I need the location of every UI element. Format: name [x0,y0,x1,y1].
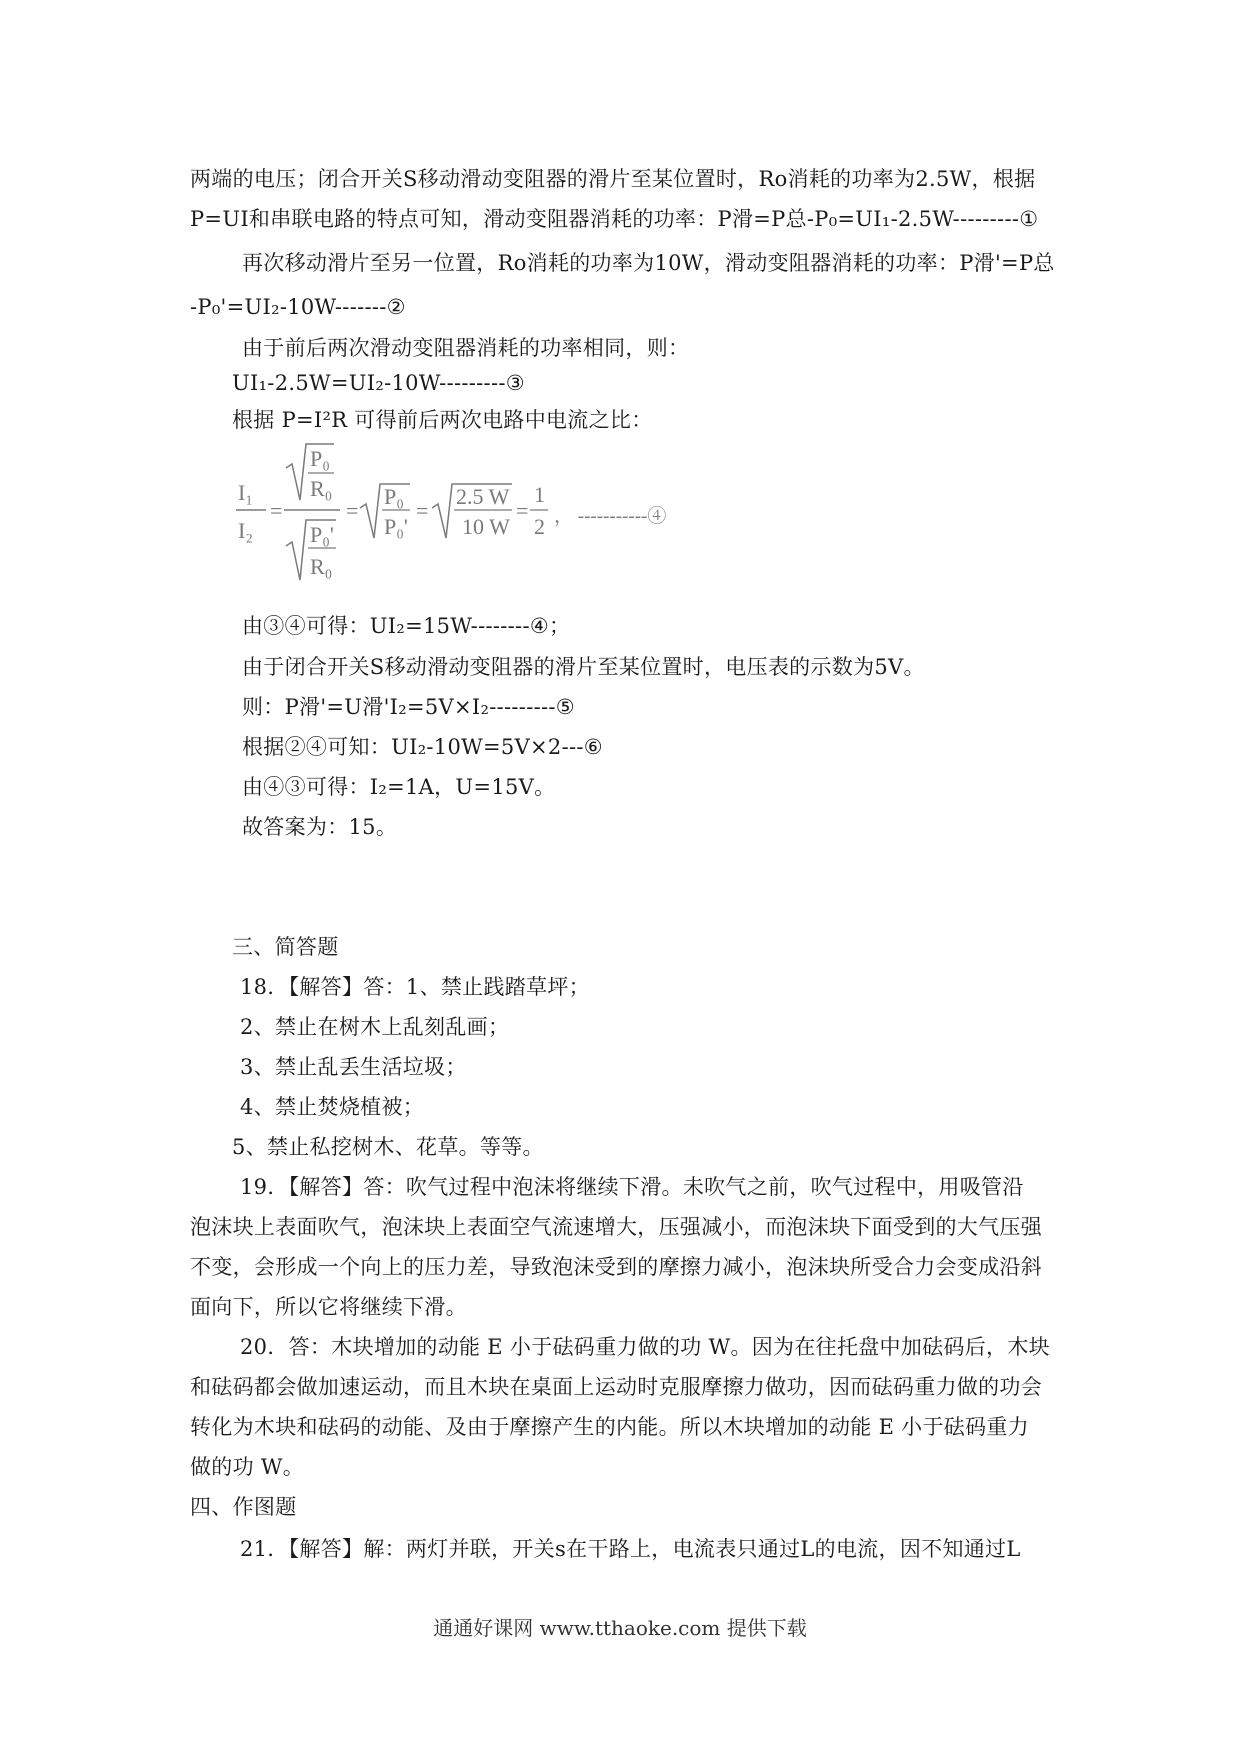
text-line: 再次移动滑片至另一位置，Ro消耗的功率为10W，滑动变阻器消耗的功率：P滑'=P总 [242,251,1055,275]
formula-i1: I₁ [238,480,253,505]
formula-r0: R₀ [310,476,333,501]
current-ratio-formula [236,438,696,598]
text-line: 3、禁止乱丢生活垃圾； [240,1055,467,1079]
text-line: 由③④可得：UI₂=15W--------④； [242,614,571,638]
svg-text:=: = [346,498,359,523]
svg-text:=: = [516,498,529,523]
text-line: 5、禁止私挖树木、花草。等等。 [232,1135,544,1159]
text-line: 和砝码都会做加速运动，而且木块在桌面上运动时克服摩擦力做功，因而砝码重力做的功会 [190,1375,1042,1399]
text-line: 根据②④可知：UI₂-10W=5V×2---⑥ [242,735,603,759]
text-line: 20．答：木块增加的动能 E 小于砝码重力做的功 W。因为在往托盘中加砝码后，木块 [240,1335,1050,1359]
formula-i2: I₂ [238,518,253,543]
section-heading: 四、作图题 [190,1495,297,1519]
text-line: 根据 P=I²R 可得前后两次电路中电流之比： [232,408,653,432]
formula-denominator: 10 W [462,514,510,539]
text-line: 两端的电压；闭合开关S移动滑动变阻器的滑片至某位置时，Ro消耗的功率为2.5W，根据 [190,167,1036,191]
text-line: 不变，会形成一个向上的压力差，导致泡沫受到的摩擦力减小，泡沫块所受合力会变成沿斜 [190,1255,1042,1279]
formula-p0-prime: P₀' [310,522,334,547]
formula-half-den: 2 [534,514,545,539]
text-line: 19．【解答】答：吹气过程中泡沫将继续下滑。未吹气之前，吹气过程中，用吸管沿 [240,1175,1024,1199]
text-line: 18．【解答】答：1、禁止践踏草坪； [240,975,590,999]
formula-r0-b: R₀ [310,554,333,579]
formula-numerator: 2.5 W [456,484,510,509]
text-line: 由④③可得：I₂=1A，U=15V。 [242,775,556,799]
text-line: P=UI和串联电路的特点可知，滑动变阻器消耗的功率：P滑=P总-P₀=UI₁-2.5W---------① [190,207,1039,231]
text-line: 则：P滑'=U滑'I₂=5V×I₂---------⑤ [242,695,575,719]
formula-tail: ， -----------④ [554,506,667,527]
svg-text:=: = [270,498,283,523]
text-line: 做的功 W。 [190,1455,305,1479]
text-line: UI₁-2.5W=UI₂-10W---------③ [232,371,525,395]
text-line: 4、禁止焚烧植被； [240,1095,425,1119]
formula-p0-b: P₀ [384,484,404,509]
text-line: 21．【解答】解：两灯并联，开关s在干路上，电流表只通过L的电流，因不知通过L [240,1537,1021,1561]
text-line: 面向下，所以它将继续下滑。 [190,1295,467,1319]
text-line: 泡沫块上表面吹气，泡沫块上表面空气流速增大，压强减小，而泡沫块下面受到的大气压强 [190,1215,1042,1239]
formula-p0: P₀ [310,446,330,471]
text-line: 故答案为：15。 [242,815,398,839]
section-heading: 三、简答题 [232,935,339,959]
text-line: 2、禁止在树木上乱刻乱画； [240,1015,510,1039]
formula-half-num: 1 [534,482,545,507]
text-line: 由于前后两次滑动变阻器消耗的功率相同，则： [242,336,690,360]
text-line: 转化为木块和砝码的动能、及由于摩擦产生的内能。所以木块增加的动能 E 小于砝码重力 [190,1415,1029,1439]
footer-credit: 通通好课网 www.tthaoke.com 提供下载 [433,1616,807,1640]
text-line: 由于闭合开关S移动滑动变阻器的滑片至某位置时，电压表的示数为5V。 [242,655,925,679]
svg-text:=: = [416,498,429,523]
text-line: -P₀'=UI₂-10W-------② [190,295,406,319]
formula-p0-prime-b: P₀' [384,514,408,539]
